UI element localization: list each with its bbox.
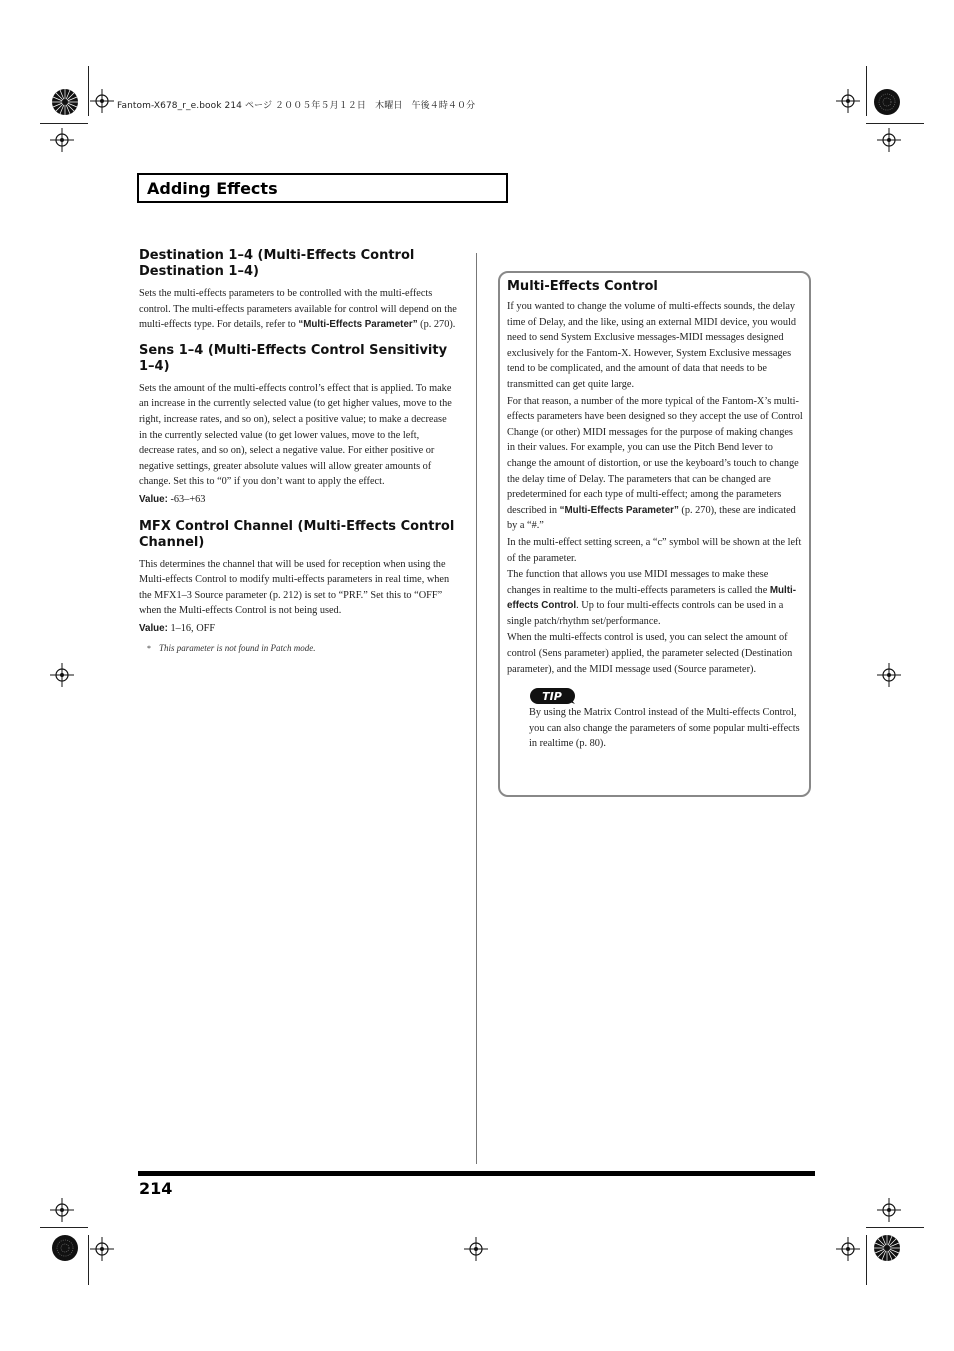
sunburst-target-icon [873,1234,901,1262]
tip-block [529,687,803,752]
destination-text: Sets the multi-effects parameters to be controlled with the multi-effects control. The multi-effects parameters available for control will depend on the multi-effects type. For details, refer to “Multi-Effects Parameter” (p. 270). [139,288,457,331]
column-divider [476,253,477,1164]
mfx-channel-value: Value: 1–16, OFF [139,622,216,634]
tip-label: TIP [542,690,562,704]
registration-mark-icon [877,1198,901,1222]
registration-mark-icon [50,1198,74,1222]
sunburst-target-icon [873,88,901,116]
section-title: Adding Effects [147,179,278,198]
registration-mark-icon [836,89,860,113]
sunburst-target-icon [51,88,79,116]
box-paragraph: When the multi-effects control is used, you can select the amount of control (Sens parameter) applied, the parameter selected (Destination parameter), and the MIDI message used (Source parameter). [507,632,793,675]
sens-section [139,343,457,508]
page-number: 214 [139,1179,173,1198]
registration-mark-icon [90,89,114,113]
print-header: Fantom-X678_r_e.book 214 ページ ２００５年５月１２日 木曜日 午後４時４０分 [117,101,476,111]
section-header [137,173,508,203]
sens-text: Sets the amount of the multi-effects control’s effect that is applied. To make an increase in the currently selected value (to get higher values, move to the right, increase rates, and so on), select a positive value; to make a decrease in the currently selected value (to get lower values, move to the left, decrease rates, and so on), select a negative value. For either positive or negative settings, greater absolute values will allow greater amounts of change. Set this to “0” if you don’t want to apply the effect. [139,382,452,488]
box-paragraph: In the multi-effect setting screen, a “c” symbol will be shown at the left of the parameter. [507,536,802,564]
registration-mark-icon [50,663,74,687]
sens-value: Value: -63–+63 [139,493,206,505]
multi-effects-parameter-link[interactable]: “Multi-Effects Parameter” [298,319,418,331]
destination-heading: Destination 1–4 (Multi-Effects Control Destination 1–4) [139,248,415,279]
multi-effects-control-term: Multi-effects Control [507,584,796,612]
destination-section [139,248,457,333]
sunburst-target-icon [51,1234,79,1262]
multi-effects-parameter-link[interactable]: “Multi-Effects Parameter” [559,504,679,516]
sens-heading: Sens 1–4 (Multi-Effects Control Sensitivity 1–4) [139,342,448,374]
footer-rule [138,1171,815,1176]
box-paragraph: If you wanted to change the volume of multi-effects sounds, the delay time of Delay, and the like, using an external MIDI device, you would need to send System Exclusive messages-MIDI messages designed exclusively for the Fantom-X. However, System Exclusive messages tend to be complicated, and the amount of data that needs to be transmitted can get quite large. [507,301,796,390]
tip-badge-icon [529,687,577,705]
left-column [139,248,457,656]
registration-mark-icon [90,1237,114,1261]
box-heading: Multi-Effects Control [507,279,658,294]
mfx-channel-note: * This parameter is not found in Patch mode. [147,642,316,653]
registration-mark-icon [50,128,74,152]
registration-mark-icon [464,1237,488,1261]
tip-text: By using the Matrix Control instead of the Multi-effects Control, you can also change the parameters of some popular multi-effects in realtime (p. 80). [529,707,800,750]
box-paragraph: The function that allows you use MIDI messages to make these changes in realtime to the multi-effects parameters is called the Multi-effects Control. Up to four multi-effects controls can be used in a single patch/rhythm set/performance. [507,569,796,627]
mfx-channel-section [139,519,457,656]
multi-effects-control-box [498,271,811,797]
mfx-channel-text: This determines the channel that will be used for reception when using the Multi-effects Control to modify multi-effects parameters in real time, when the MFX1–3 Source parameter (p. 212) is set to “PRF.” Set this to “OFF” when the Multi-effects Control is not being used. [139,558,450,617]
box-paragraph: For that reason, a number of the more typical of the Fantom-X’s multi-effects parameters have been designed so they accept the use of Control Change (or other) MIDI messages for the purpose of making changes in their values. For example, you can use the Pitch Bend lever to change the amount of distortion, or use the keyboard’s touch to change the delay time of Delay. The parameters that can be changed are predetermined for each type of multi-effect; among the parameters described in “Multi-Effects Parameter” (p. 270), these are indicated by a “#.” [507,395,803,532]
registration-mark-icon [877,663,901,687]
registration-mark-icon [836,1237,860,1261]
mfx-channel-heading: MFX Control Channel (Multi-Effects Control Channel) [139,518,455,550]
registration-mark-icon [877,128,901,152]
